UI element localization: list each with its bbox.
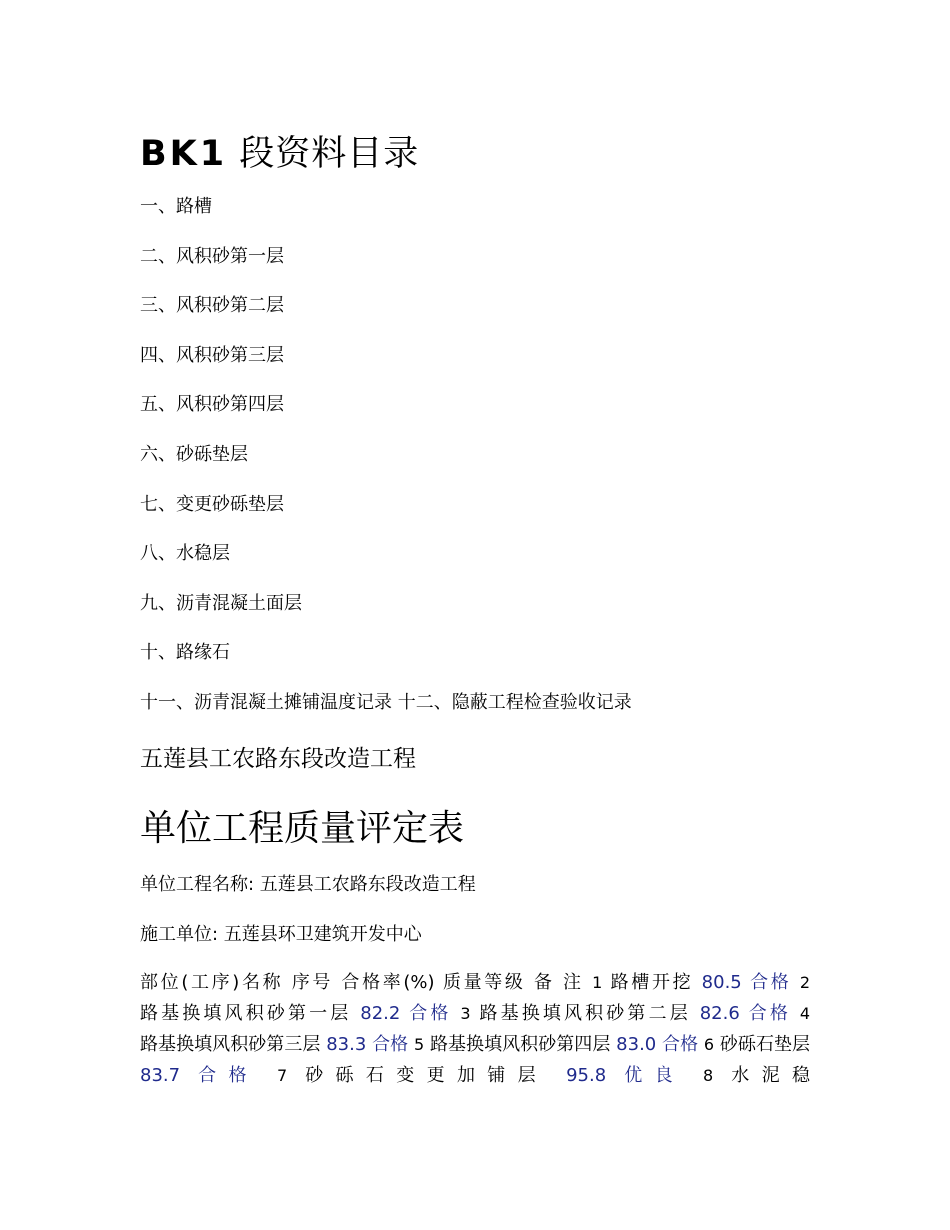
row-grade: 合格	[662, 1034, 699, 1055]
row-grade: 合格	[750, 972, 792, 993]
row-number: 3	[460, 1004, 471, 1023]
toc-item: 十一、沥青混凝土摊铺温度记录 十二、隐蔽工程检查验收记录	[140, 691, 632, 713]
row-pass-rate: 80.5	[701, 972, 742, 993]
row-number: 1	[592, 973, 603, 992]
document-title-text: 段资料目录	[227, 134, 420, 174]
toc-item: 六、砂砾垫层	[140, 443, 248, 465]
form-title: 单位工程质量评定表	[140, 808, 465, 849]
toc-item: 一、路槽	[140, 196, 212, 217]
row-item-name: 路基换填风积砂第二层	[479, 1003, 691, 1024]
row-grade: 优良	[624, 1065, 685, 1086]
row-item-name: 路基换填风积砂第一层	[140, 1003, 352, 1024]
table-header-remark: 备 注	[533, 972, 584, 993]
row-pass-rate: 95.8	[566, 1065, 607, 1086]
table-header-name: 部位(工序)名称	[140, 972, 284, 993]
toc-item: 八、水稳层	[140, 543, 230, 565]
unit-project-name-field: 单位工程名称: 五莲县工农路东段改造工程	[140, 874, 476, 895]
row-pass-rate: 83.3	[326, 1034, 367, 1055]
table-header-rate: 合格率(%)	[341, 972, 435, 993]
row-item-name: 砂砾石变更加铺层	[305, 1065, 548, 1086]
row-item-name: 水泥稳	[731, 1065, 810, 1086]
row-number: 4	[799, 1004, 811, 1023]
row-pass-rate: 83.0	[616, 1034, 657, 1055]
toc-item: 二、风积砂第一层	[140, 245, 284, 267]
document-title-code: BK1	[140, 134, 228, 174]
row-item-name: 路基换填风积砂第四层	[429, 1034, 611, 1055]
toc-item: 七、变更砂砾垫层	[140, 493, 284, 515]
row-grade: 合格	[198, 1065, 259, 1086]
toc-item: 九、沥青混凝土面层	[140, 592, 302, 614]
quality-table-text	[140, 967, 810, 1091]
row-item-name: 砂砾石垫层	[719, 1034, 811, 1055]
row-grade: 合格	[372, 1034, 409, 1055]
project-name: 五莲县工农路东段改造工程	[140, 746, 416, 772]
row-number: 2	[799, 973, 811, 992]
row-pass-rate: 83.7	[140, 1065, 181, 1086]
toc-item: 五、风积砂第四层	[140, 394, 284, 416]
row-number: 6	[703, 1035, 715, 1054]
table-header-no: 序号	[291, 972, 334, 993]
table-of-contents	[140, 193, 632, 729]
row-number: 7	[276, 1066, 288, 1085]
toc-item: 十、路缘石	[140, 642, 230, 664]
row-grade: 合格	[748, 1003, 791, 1024]
document-title	[140, 126, 419, 176]
row-pass-rate: 82.2	[360, 1003, 401, 1024]
row-number: 8	[703, 1066, 714, 1085]
row-grade: 合格	[409, 1003, 452, 1024]
row-number: 5	[413, 1035, 425, 1054]
row-pass-rate: 82.6	[699, 1003, 740, 1024]
toc-item: 四、风积砂第三层	[140, 344, 284, 366]
row-item-name: 路基换填风积砂第三层	[140, 1034, 321, 1055]
toc-item: 三、风积砂第二层	[140, 295, 284, 317]
table-header-grade: 质量等级	[442, 972, 526, 993]
row-item-name: 路槽开挖	[610, 972, 694, 993]
contractor-field: 施工单位: 五莲县环卫建筑开发中心	[140, 924, 422, 945]
